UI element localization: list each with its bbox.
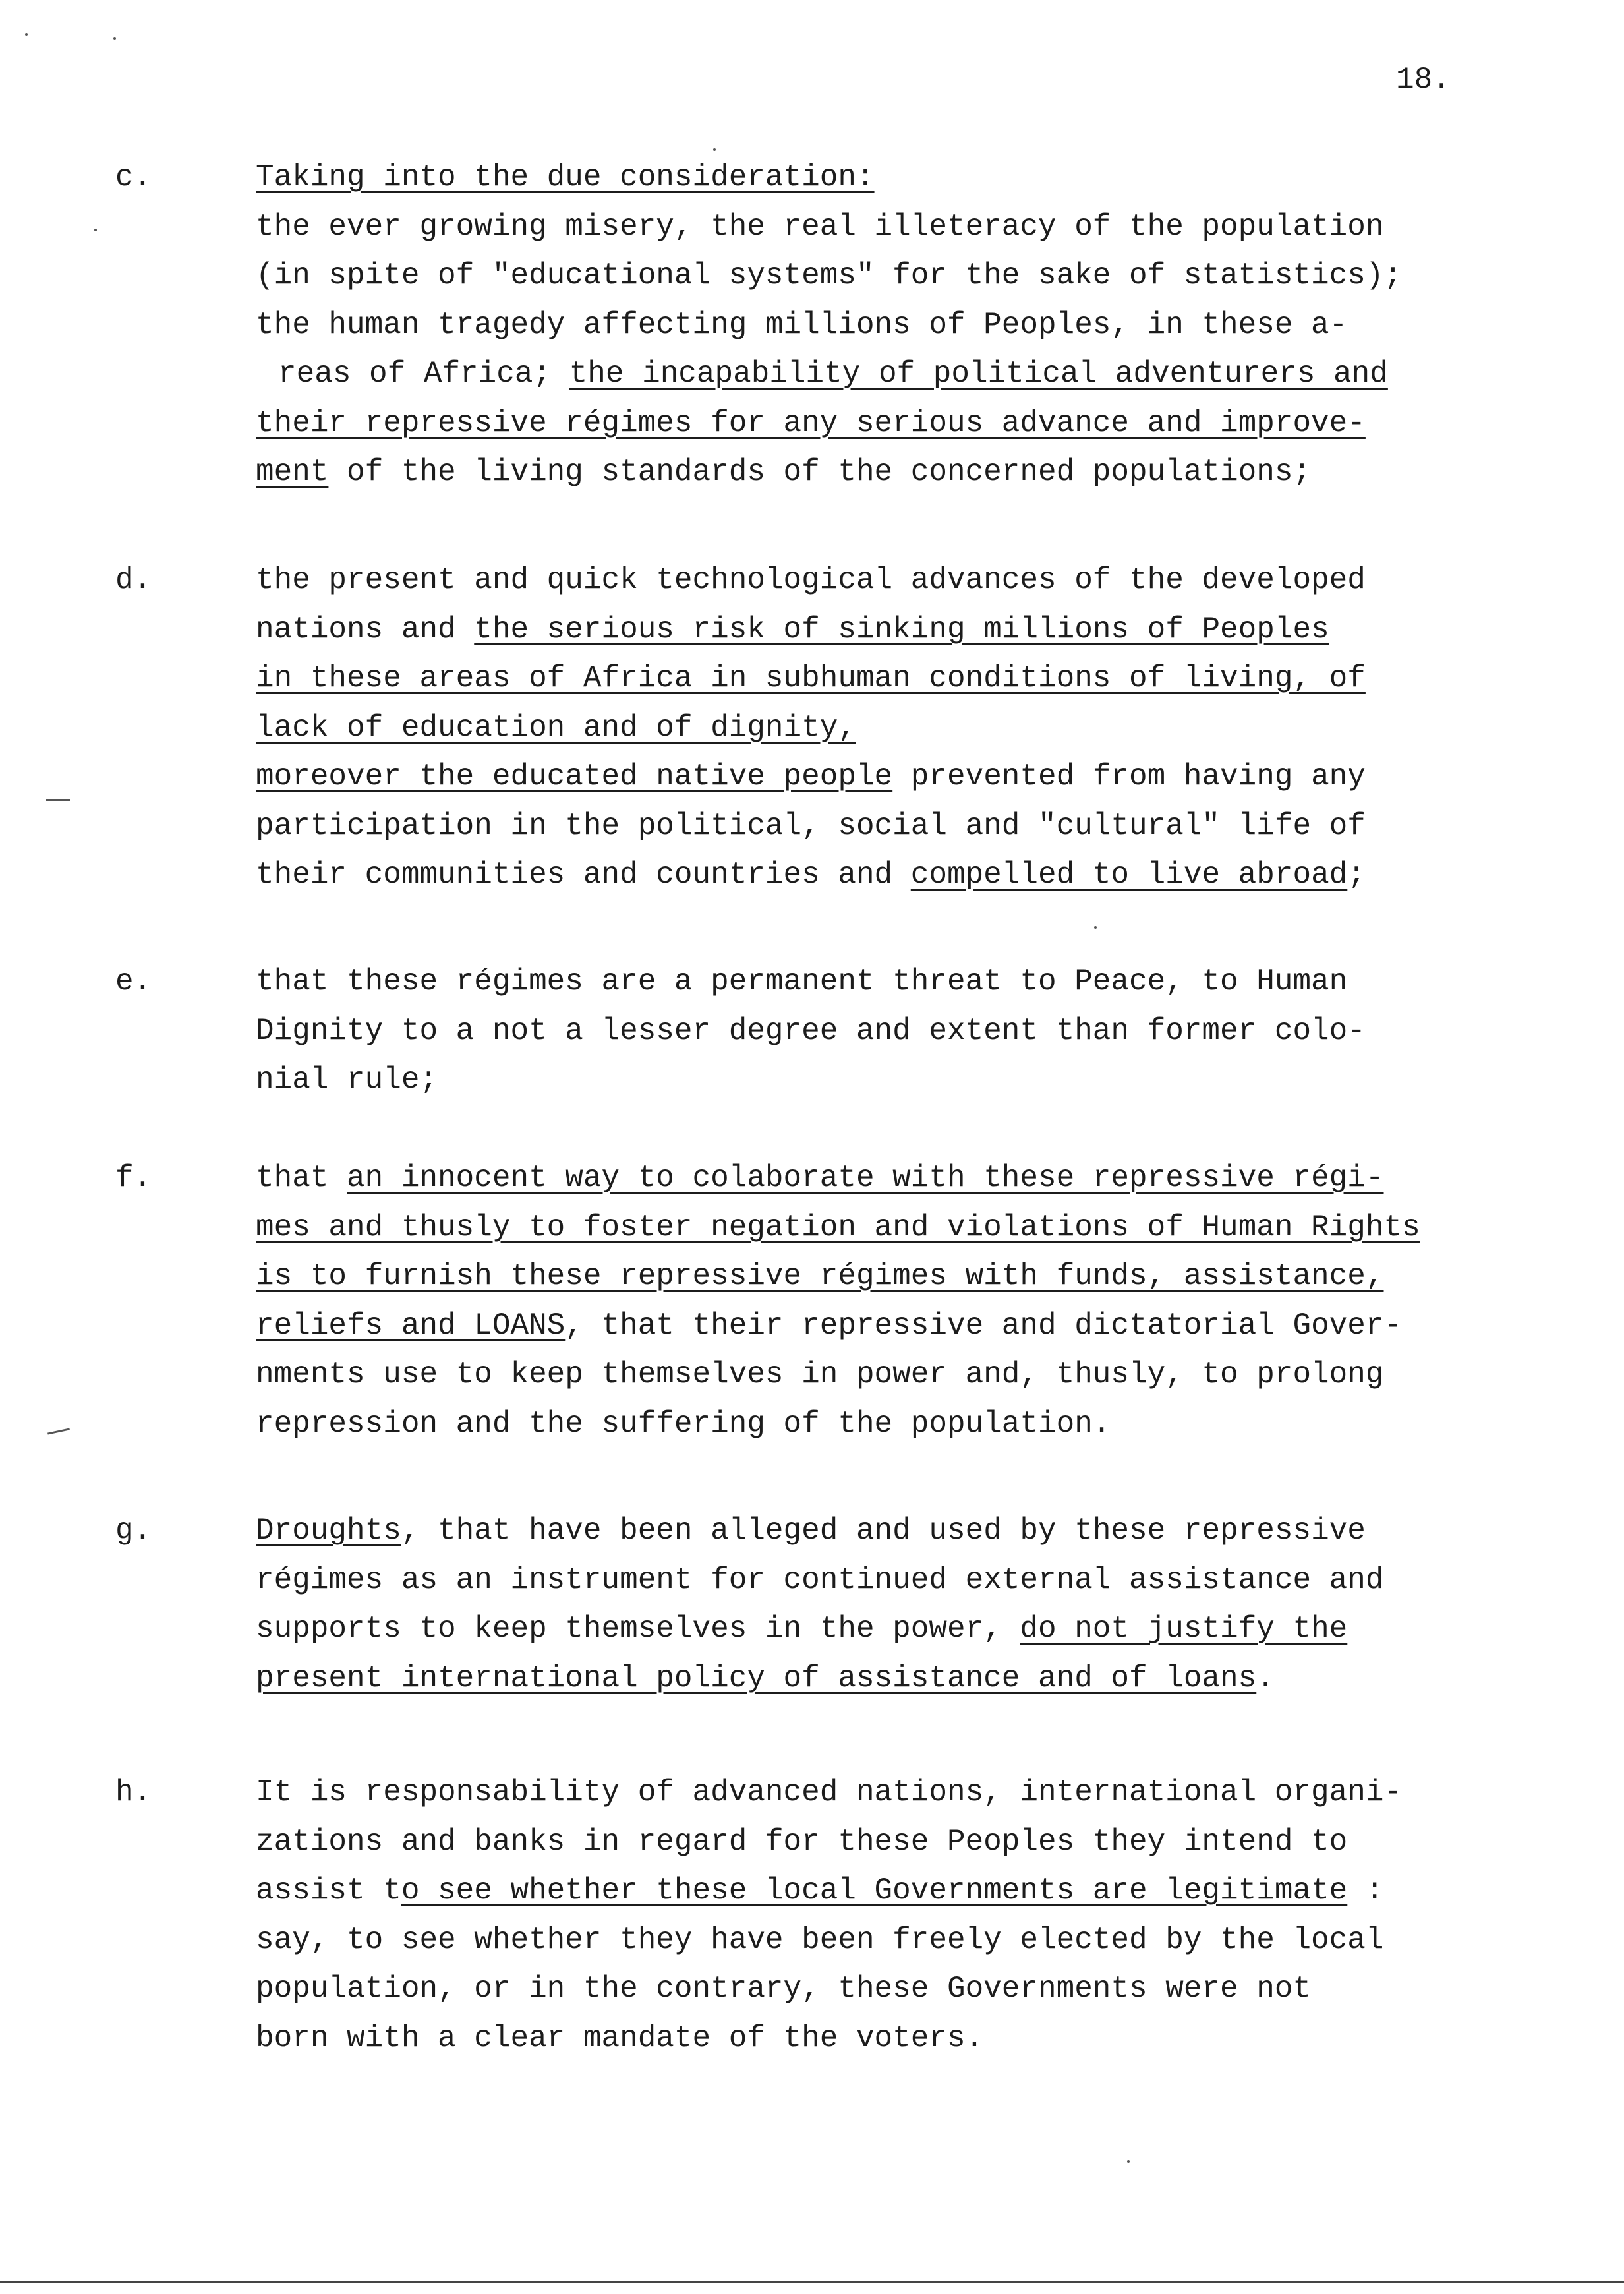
- text-line: [256, 850, 1541, 900]
- text-line: [256, 802, 1541, 851]
- text-segment: assist t: [256, 1873, 401, 1908]
- text-segment: born with a clear mandate of the voters.: [256, 2020, 984, 2055]
- item-letter: f.: [115, 1161, 152, 1195]
- text-segment: their communities and countries and: [256, 858, 911, 892]
- text-line: [256, 1964, 1541, 2014]
- text-line: [256, 1556, 1541, 1605]
- underlined-text: reliefs and LOANS: [256, 1308, 566, 1343]
- text-segment: nments use to keep themselves in power and, thusly, to prolong: [256, 1357, 1384, 1392]
- item-letter: d.: [115, 563, 152, 597]
- text-segment: the ever growing misery, the real illeteracy of the population: [256, 209, 1384, 244]
- underlined-text: lack of education and of dignity,: [256, 710, 856, 745]
- underlined-text: o see whether these local Governments are legitimate: [401, 1873, 1348, 1908]
- text-segment: zations and banks in regard for these Peoples they intend to: [256, 1824, 1348, 1859]
- text-line: [256, 2014, 1541, 2063]
- text-line: [256, 251, 1541, 301]
- text-line: [256, 1350, 1541, 1399]
- page-bottom-edge: [0, 2281, 1624, 2283]
- paragraph-text: [256, 153, 1541, 497]
- scan-speck: [1094, 926, 1097, 929]
- paragraph-text: [256, 1506, 1541, 1703]
- text-line: [256, 605, 1541, 655]
- scan-mark: [46, 799, 70, 801]
- underlined-text: the incapability of political adventurers and: [569, 357, 1388, 391]
- underlined-text: the serious risk of sinking millions of Peoples: [474, 612, 1329, 647]
- text-line: [256, 1817, 1541, 1867]
- text-line: [256, 1154, 1541, 1203]
- underlined-text: an innocent way to colaborate with these repressive régi-: [347, 1161, 1384, 1195]
- paragraph-text: [256, 556, 1541, 900]
- text-segment: régimes as an instrument for continued external assistance and: [256, 1562, 1384, 1597]
- item-letter: c.: [115, 160, 152, 194]
- text-segment: reas of Africa;: [278, 357, 569, 391]
- underlined-text: ment: [256, 455, 329, 489]
- item-letter: h.: [115, 1775, 152, 1809]
- text-segment: :: [1347, 1873, 1384, 1908]
- text-segment: It is responsability of advanced nations, international organi-: [256, 1775, 1403, 1809]
- underlined-text: Taking into the due consideration:: [256, 160, 875, 194]
- text-line: [256, 399, 1541, 448]
- text-segment: prevented from having any: [892, 759, 1366, 794]
- scan-speck: [25, 33, 28, 36]
- scan-speck: [113, 37, 116, 40]
- underlined-text: Droughts: [256, 1514, 401, 1548]
- scan-mark: [47, 1428, 70, 1434]
- text-segment: participation in the political, social and "cultural" life of: [256, 808, 1366, 843]
- text-segment: supports to keep themselves in the power,: [256, 1612, 1020, 1646]
- text-line: [256, 1055, 1541, 1105]
- underlined-text: moreover the educated native people: [256, 759, 893, 794]
- text-segment: nial rule;: [256, 1063, 438, 1097]
- text-segment: .: [1256, 1661, 1275, 1695]
- text-segment: , that have been alleged and used by these repressive: [401, 1514, 1366, 1548]
- scan-speck: [1127, 2160, 1130, 2163]
- text-segment: that: [256, 1161, 347, 1195]
- page-number: 18.: [1396, 63, 1451, 97]
- text-line: [256, 1866, 1541, 1916]
- text-line: [256, 1768, 1541, 1817]
- text-line: [256, 703, 1541, 753]
- text-segment: that these régimes are a permanent threat to Peace, to Human: [256, 964, 1348, 999]
- text-line: [256, 153, 1541, 202]
- text-line: [256, 1203, 1541, 1252]
- text-line: [256, 654, 1541, 703]
- text-segment: repression and the suffering of the population.: [256, 1406, 1111, 1441]
- text-segment: say, to see whether they have been freely elected by the local: [256, 1922, 1384, 1957]
- underlined-text: present international policy of assistance and of loans: [256, 1661, 1257, 1695]
- underlined-text: their repressive régimes for any serious advance and improve-: [256, 405, 1366, 440]
- text-line: [256, 1654, 1541, 1703]
- scan-speck: [94, 229, 97, 231]
- text-line: [256, 1399, 1541, 1449]
- scan-speck: [713, 148, 716, 151]
- text-segment: nations and: [256, 612, 475, 647]
- text-segment: (in spite of "educational systems" for the sake of statistics);: [256, 258, 1403, 293]
- paragraph-text: [256, 1154, 1541, 1448]
- text-segment: the human tragedy affecting millions of Peoples, in these a-: [256, 307, 1348, 342]
- underlined-text: mes and thusly to foster negation and violations of Human Rights: [256, 1210, 1420, 1245]
- text-line: [256, 202, 1541, 252]
- text-line: [256, 1916, 1541, 1965]
- underlined-text: do not justify the: [1020, 1612, 1348, 1646]
- text-segment: Dignity to a not a lesser degree and extent than former colo-: [256, 1013, 1366, 1048]
- text-line: [256, 349, 1541, 399]
- text-line: [256, 752, 1541, 802]
- text-line: [256, 1007, 1541, 1056]
- text-line: [256, 1301, 1541, 1351]
- item-letter: e.: [115, 964, 152, 999]
- text-line: [256, 1604, 1541, 1654]
- text-line: [256, 1506, 1541, 1556]
- underlined-text: compelled to live abroad: [910, 858, 1348, 892]
- text-line: [256, 556, 1541, 605]
- text-line: [256, 1252, 1541, 1301]
- text-line: [256, 957, 1541, 1007]
- text-line: [256, 301, 1541, 350]
- paragraph-text: [256, 1768, 1541, 2063]
- underlined-text: is to furnish these repressive régimes with funds, assistance,: [256, 1259, 1384, 1293]
- text-line: [256, 448, 1541, 497]
- text-segment: , that their repressive and dictatorial Gover-: [565, 1308, 1403, 1343]
- underlined-text: in these areas of Africa in subhuman conditions of living, of: [256, 661, 1366, 695]
- item-letter: g.: [115, 1514, 152, 1548]
- text-segment: of the living standards of the concerned populations;: [328, 455, 1312, 489]
- paragraph-text: [256, 957, 1541, 1105]
- text-segment: ;: [1347, 858, 1366, 892]
- text-segment: population, or in the contrary, these Governments were not: [256, 1972, 1312, 2006]
- text-segment: the present and quick technological advances of the developed: [256, 563, 1366, 597]
